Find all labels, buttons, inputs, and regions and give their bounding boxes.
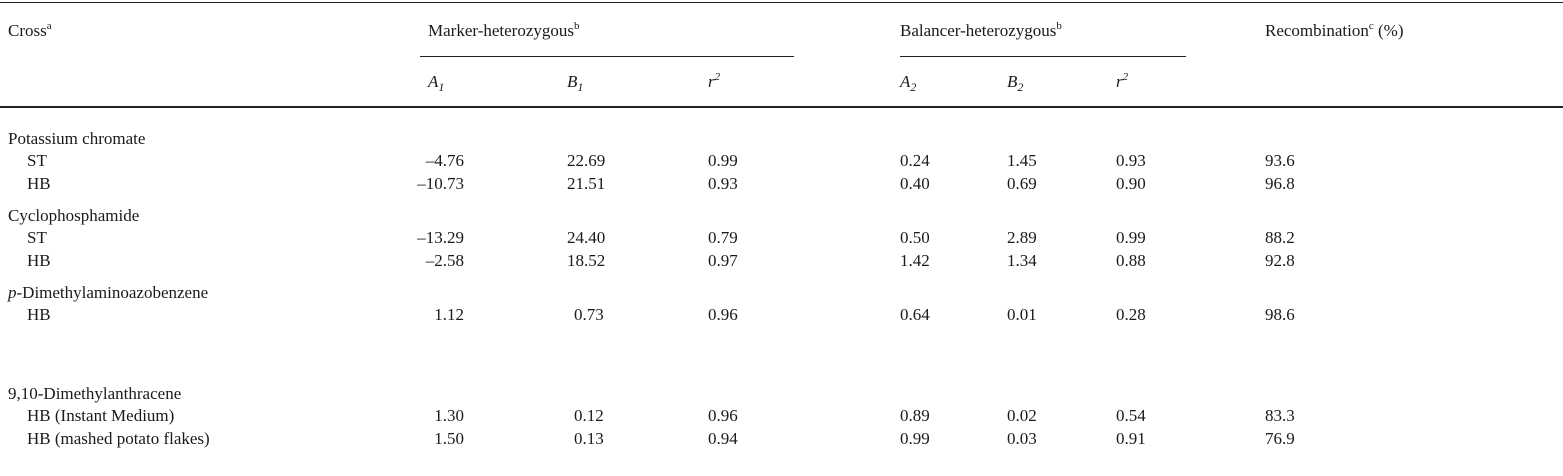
cell-a2: 0.89 (900, 406, 930, 425)
cell-a2: 0.50 (900, 228, 930, 247)
cell-recombination: 92.8 (1265, 251, 1295, 270)
header-balancer-heterozygous: Balancer-heterozygous$^b$ (900, 20, 1062, 40)
header-a2: $A_2$ (900, 72, 917, 94)
cell-r2-marker: 0.96 (708, 305, 738, 324)
cell-recombination: 98.6 (1265, 305, 1295, 324)
cell-r2-balancer: 0.99 (1116, 228, 1146, 247)
group-title: Potassium chromate (8, 129, 146, 148)
cell-b2: 0.03 (1007, 429, 1037, 448)
cell-b1: 22.69 (567, 151, 606, 170)
cell-b1: 21.51 (567, 174, 606, 193)
cell-recombination: 76.9 (1265, 429, 1295, 448)
row-label: ST (27, 228, 47, 247)
cell-a2: 1.42 (900, 251, 930, 270)
cell-r2-marker: 0.96 (708, 406, 738, 425)
cell-b1: 18.52 (567, 251, 606, 270)
cell-r2-balancer: 0.93 (1116, 151, 1146, 170)
cell-a1: 1.50 (434, 429, 464, 448)
group-title: Cyclophosphamide (8, 206, 140, 225)
header-b2: $B_2$ (1007, 72, 1024, 94)
group-title: p-Dimethylaminoazobenzene (8, 283, 209, 302)
balancer-group-underline (900, 56, 1186, 57)
cell-a2: 0.40 (900, 174, 930, 193)
cell-r2-balancer: 0.91 (1116, 429, 1146, 448)
cell-b2: 0.02 (1007, 406, 1037, 425)
cell-b2: 0.01 (1007, 305, 1037, 324)
row-label: ST (27, 151, 47, 170)
cell-b1: 0.12 (574, 406, 604, 425)
cell-b2: 1.45 (1007, 151, 1037, 170)
top-rule (0, 2, 1563, 3)
header-r2-balancer: $r^2$ (1116, 71, 1129, 91)
cell-r2-marker: 0.79 (708, 228, 738, 247)
row-label: HB (27, 305, 51, 324)
row-label: HB (27, 174, 51, 193)
cell-r2-balancer: 0.28 (1116, 305, 1146, 324)
cell-a1: –2.58 (425, 251, 464, 270)
cell-recombination: 93.6 (1265, 151, 1295, 170)
cell-a2: 0.24 (900, 151, 930, 170)
cell-a2: 0.99 (900, 429, 930, 448)
cell-r2-balancer: 0.88 (1116, 251, 1146, 270)
header-a1: $A_1$ (428, 72, 445, 94)
row-label: HB (mashed potato flakes) (27, 429, 210, 448)
cell-b2: 2.89 (1007, 228, 1037, 247)
cell-a1: –10.73 (417, 174, 464, 193)
cell-r2-balancer: 0.54 (1116, 406, 1146, 425)
cell-a1: 1.30 (434, 406, 464, 425)
cell-recombination: 88.2 (1265, 228, 1295, 247)
cell-a1: –4.76 (425, 151, 464, 170)
cell-recombination: 83.3 (1265, 406, 1295, 425)
header-marker-heterozygous: Marker-heterozygous$^b$ (428, 20, 580, 40)
cell-recombination: 96.8 (1265, 174, 1295, 193)
group-title: 9,10-Dimethylanthracene (8, 384, 182, 403)
cell-r2-balancer: 0.90 (1116, 174, 1146, 193)
cell-b1: 0.73 (574, 305, 604, 324)
cell-b1: 24.40 (567, 228, 606, 247)
cell-r2-marker: 0.97 (708, 251, 738, 270)
cell-b1: 0.13 (574, 429, 604, 448)
row-label: HB (Instant Medium) (27, 406, 175, 425)
header-recombination: Recombination$^c$ (%) (1265, 20, 1404, 40)
cell-b2: 0.69 (1007, 174, 1037, 193)
marker-group-underline (420, 56, 794, 57)
cell-a2: 0.64 (900, 305, 930, 324)
header-b1: $B_1$ (567, 72, 584, 94)
cell-a1: 1.12 (434, 305, 464, 324)
header-r2-marker: $r^2$ (708, 71, 721, 91)
row-label: HB (27, 251, 51, 270)
cell-r2-marker: 0.99 (708, 151, 738, 170)
cell-r2-marker: 0.93 (708, 174, 738, 193)
cell-a1: –13.29 (417, 228, 464, 247)
cell-b2: 1.34 (1007, 251, 1037, 270)
header-bottom-rule (0, 106, 1563, 108)
header-cross: Cross$^a$ (8, 20, 52, 40)
cell-r2-marker: 0.94 (708, 429, 738, 448)
